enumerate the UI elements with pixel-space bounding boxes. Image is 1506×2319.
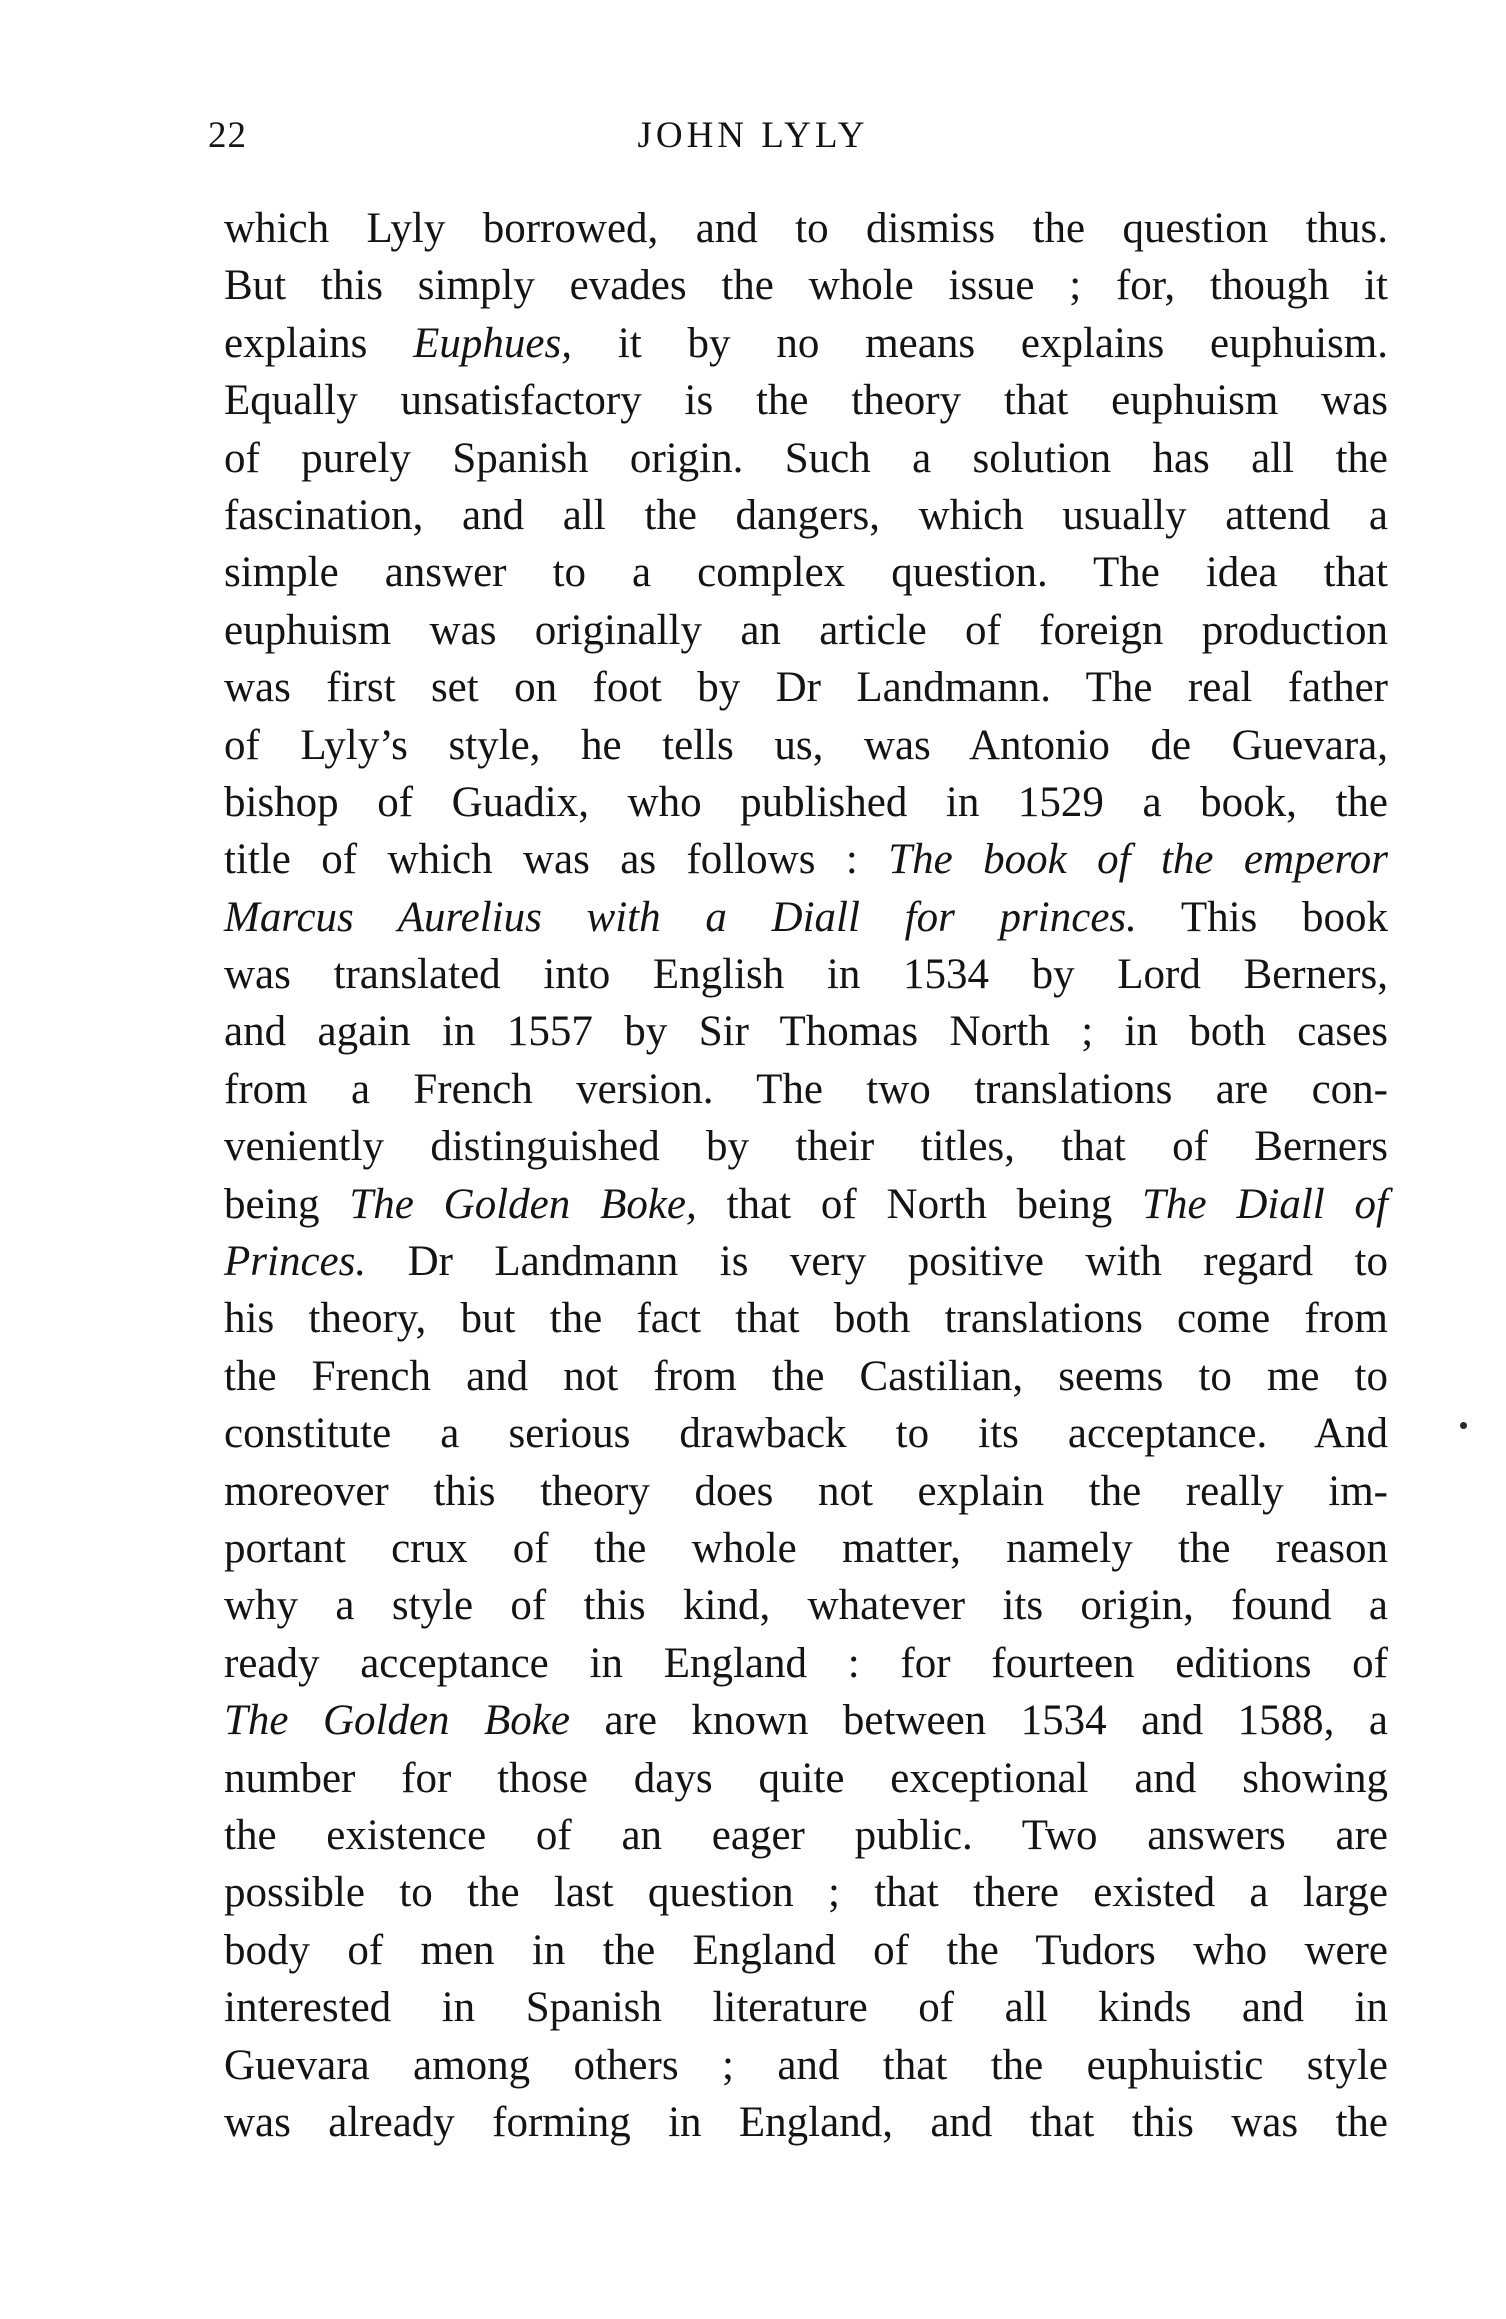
text-line: the French and not from the Castilian, seems to me to [224,1352,1388,1400]
text-line: body of men in the England of the Tudors who were [224,1926,1388,1974]
italic-title: The book of the emperor [888,836,1388,884]
text-line: But this simply evades the whole issue ; for, though it [224,262,1388,310]
italic-title: The Diall of [1142,1180,1389,1228]
text-line: veniently distinguished by their titles, that of Berners [224,1123,1388,1171]
text-line: fascination, and all the dangers, which usually attend a [224,491,1388,539]
text-line: explains Euphues, it by no means explains euphuism. [224,319,1388,367]
text-line: euphuism was originally an article of foreign production [224,606,1388,654]
text-line: Princes. Dr Landmann is very positive with regard to [224,1238,1388,1286]
text-line: Marcus Aurelius with a Diall for princes. This book [224,893,1388,941]
italic-title: Marcus Aurelius with a Diall for princes. [224,893,1137,941]
text-line: why a style of this kind, whatever its origin, found a [224,1582,1388,1630]
text-line: of Lyly’s style, he tells us, was Antonio de Guevara, [224,721,1388,769]
text-line: which Lyly borrowed, and to dismiss the question thus. [224,205,1388,252]
text-line: Guevara among others ; and that the euphuistic style [224,2041,1388,2089]
text-line: possible to the last question ; that there existed a large [224,1869,1388,1917]
text-line: was first set on foot by Dr Landmann. The real father [224,664,1388,712]
text-line: and again in 1557 by Sir Thomas North ; in both cases [224,1008,1388,1056]
text-line: his theory, but the fact that both translations come from [224,1295,1388,1343]
text-line: simple answer to a complex question. The idea that [224,549,1388,597]
italic-title: The Golden Boke [224,1697,570,1745]
text-line: bishop of Guadix, who published in 1529 a book, the [224,778,1388,826]
text-line: portant crux of the whole matter, namely the reason [224,1524,1388,1572]
text-line: from a French version. The two translations are con- [224,1065,1388,1113]
running-head: JOHN LYLY [637,115,869,156]
italic-title: Euphues, [413,319,572,367]
italic-title: Princes. [224,1238,367,1286]
text-line: was translated into English in 1534 by Lord Berners, [224,951,1388,999]
text-line: the existence of an eager public. Two answers are [224,1811,1388,1859]
text-line: number for those days quite exceptional and showing [224,1754,1388,1802]
page-number: 22 [208,115,247,156]
text-line: title of which was as follows : The book of the emperor [224,836,1388,884]
body-text [224,200,1388,2151]
text-line: interested in Spanish literature of all kinds and in [224,1984,1388,2032]
text-line: being The Golden Boke, that of North being The Diall of [224,1180,1389,1228]
text-line: moreover this theory does not explain the really im- [224,1467,1388,1515]
text-line: The Golden Boke are known between 1534 and 1588, a [224,1697,1388,1745]
text-line: ready acceptance in England : for fourteen editions of [224,1639,1388,1687]
margin-mark [1460,1422,1467,1429]
text-line: of purely Spanish origin. Such a solution has all the [224,434,1388,482]
text-line: was already forming in England, and that this was the [224,2098,1388,2146]
italic-title: The Golden Boke, [349,1180,697,1228]
text-line: Equally unsatisfactory is the theory that euphuism was [224,377,1388,425]
text-line: constitute a serious drawback to its acceptance. And [224,1410,1388,1458]
